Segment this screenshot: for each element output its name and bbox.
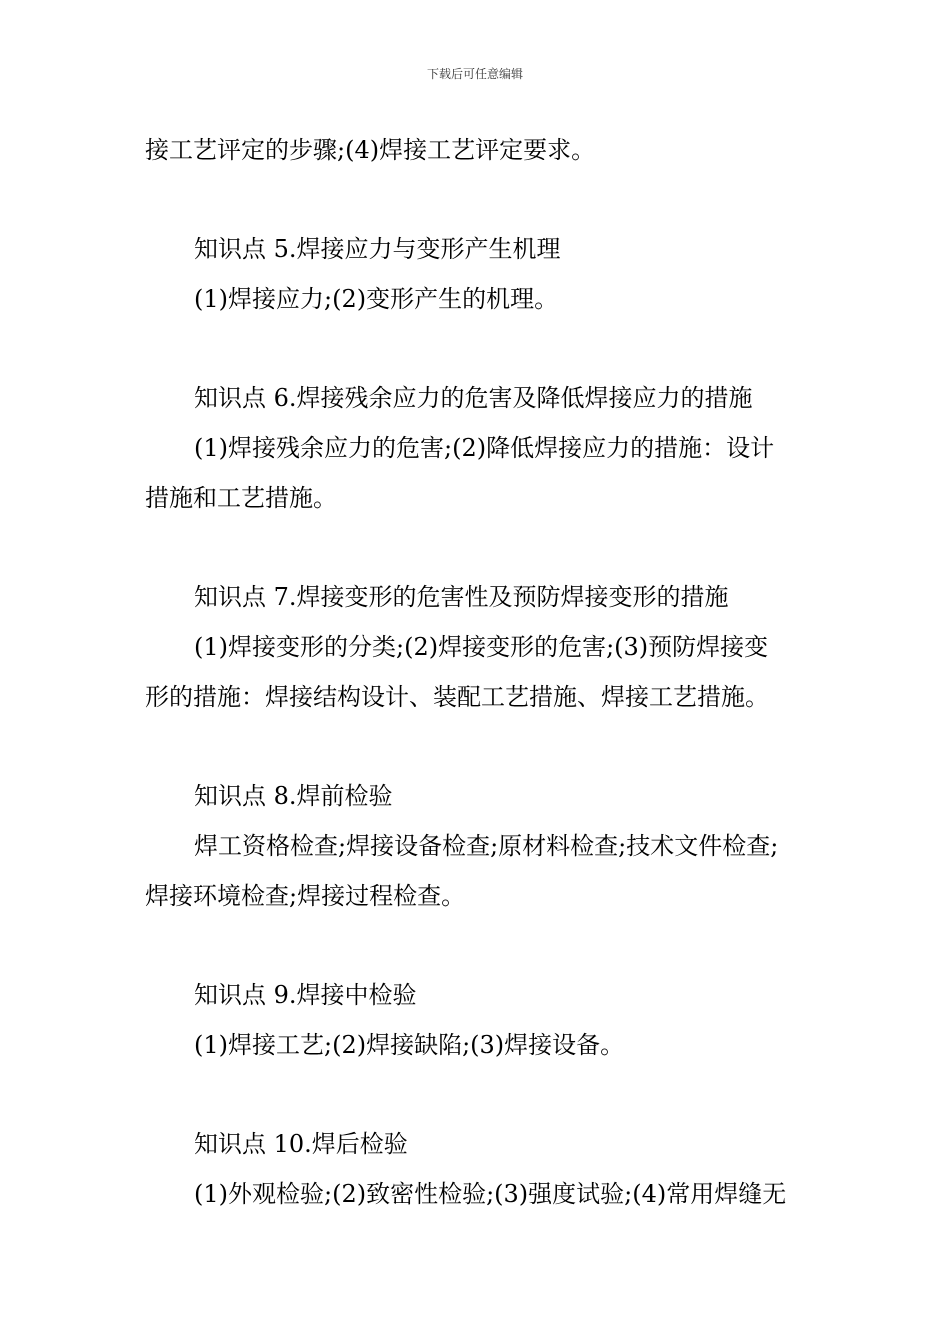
- section-heading: 知识点 10.焊后检验: [194, 1130, 408, 1158]
- paragraph-line: (1)焊接工艺;(2)焊接缺陷;(3)焊接设备。: [194, 1031, 625, 1059]
- section-heading: 知识点 8.焊前检验: [194, 782, 393, 810]
- paragraph-line: (1)焊接变形的分类;(2)焊接变形的危害;(3)预防焊接变: [194, 633, 769, 661]
- paragraph-line: 焊工资格检查;焊接设备检查;原材料检查;技术文件检查;: [194, 832, 779, 860]
- paragraph-line: 措施和工艺措施。: [145, 484, 337, 512]
- paragraph-line: (1)外观检验;(2)致密性检验;(3)强度试验;(4)常用焊缝无: [194, 1180, 787, 1208]
- section-heading: 知识点 6.焊接残余应力的危害及降低焊接应力的措施: [194, 384, 753, 412]
- section-heading: 知识点 9.焊接中检验: [194, 981, 417, 1009]
- paragraph-line: (1)焊接应力;(2)变形产生的机理。: [194, 285, 559, 313]
- paragraph-line: 接工艺评定的步骤;(4)焊接工艺评定要求。: [145, 136, 596, 164]
- paragraph-line: (1)焊接残余应力的危害;(2)降低焊接应力的措施：设计: [194, 434, 775, 462]
- paragraph-line: 焊接环境检查;焊接过程检查。: [145, 882, 466, 910]
- section-heading: 知识点 5.焊接应力与变形产生机理: [194, 235, 561, 263]
- page-header: 下载后可任意编辑: [426, 67, 523, 81]
- section-heading: 知识点 7.焊接变形的危害性及预防焊接变形的措施: [194, 583, 729, 611]
- paragraph-line: 形的措施：焊接结构设计、装配工艺措施、焊接工艺措施。: [145, 683, 769, 711]
